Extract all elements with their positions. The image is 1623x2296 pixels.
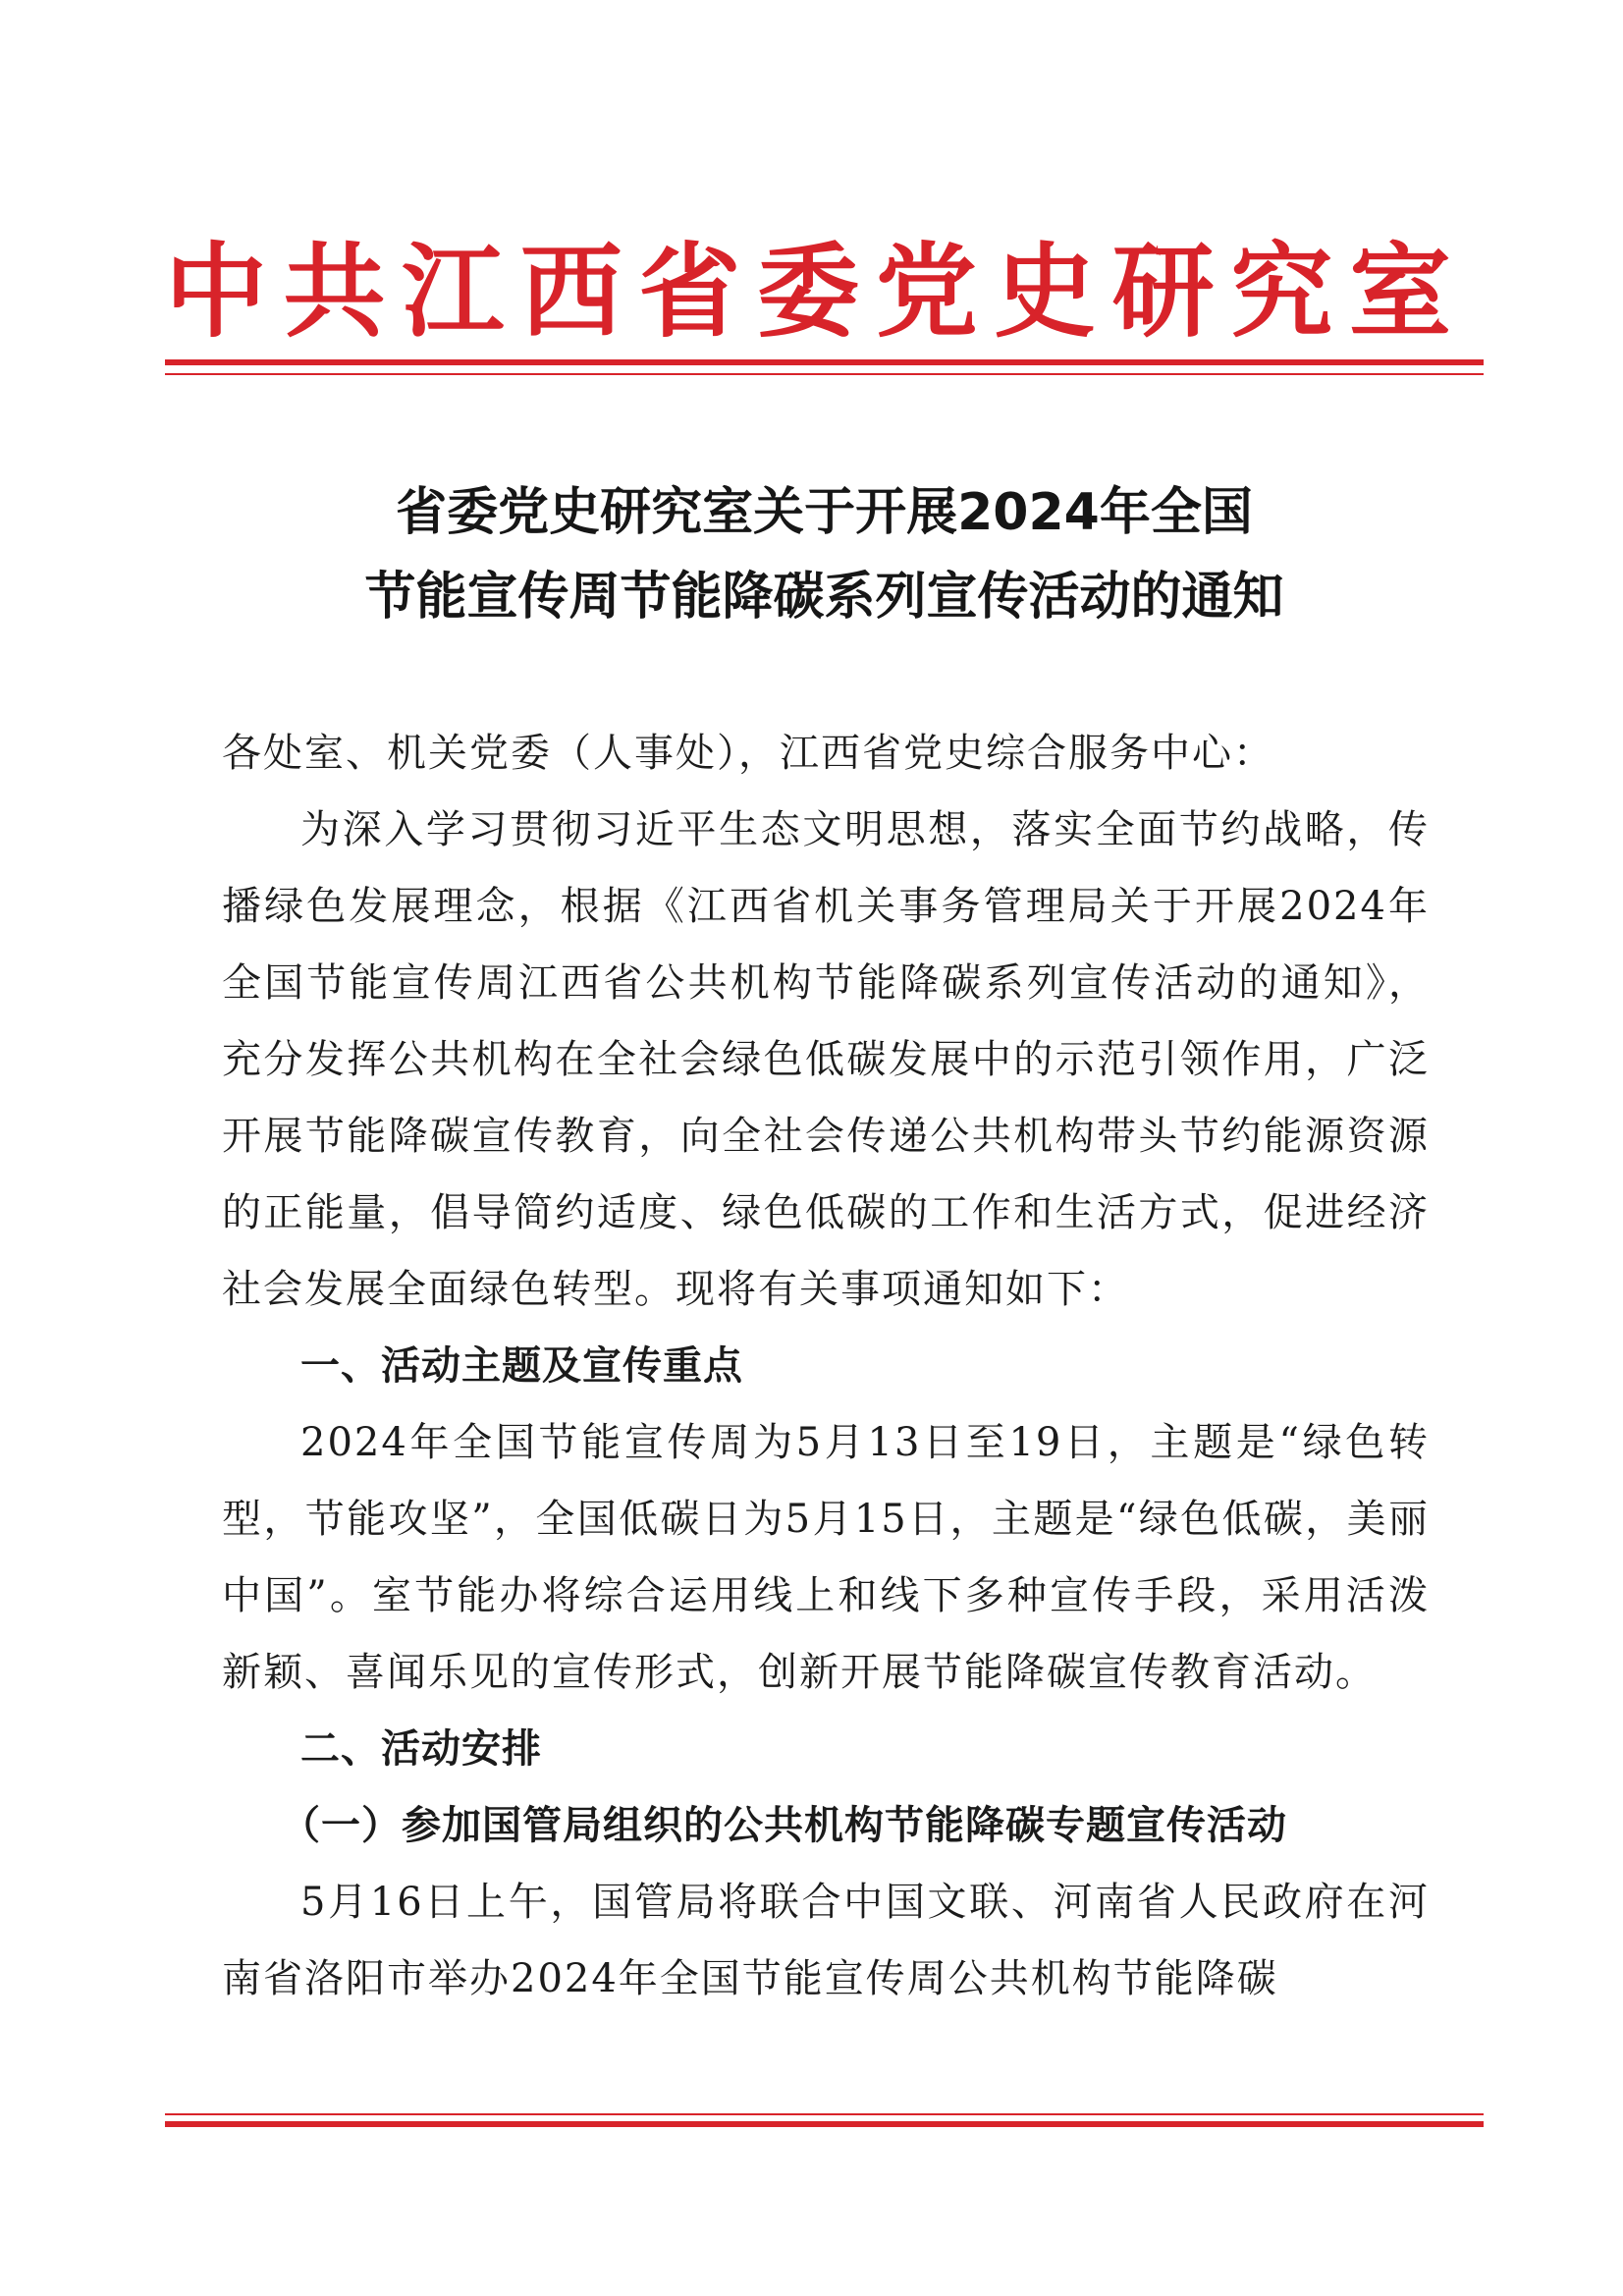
masthead-char: 省 [638,232,741,352]
masthead-char: 党 [875,232,978,352]
section-1-heading: 一、活动主题及宣传重点 [300,1343,743,1389]
header-rule-thin [165,373,1484,375]
masthead-char: 室 [1348,232,1451,352]
masthead-char: 西 [519,232,622,352]
masthead-char: 中 [165,232,268,352]
header-rule-thick [165,359,1484,365]
section-1-paragraph: 2024年全国节能宣传周为5月13日至19日，主题是“绿色转型，节能攻坚”，全国低碳日为5月15日，主题是“绿色低碳，美丽中国”。室节能办将综合运用线上和线下多种宣传手段，采用活泼新颖、喜闻乐见的宣传形式，创新开展节能降碳宣传教育活动。 [222,1420,1430,1695]
subsection-1-paragraph: 5月16日上午，国管局将联合中国文联、河南省人民政府在河南省洛阳市举办2024年全国节能宣传周公共机构节能降碳 [222,1880,1430,2001]
intro-paragraph: 为深入学习贯彻习近平生态文明思想，落实全面节约战略，传播绿色发展理念，根据《江西省机关事务管理局关于开展2024年全国节能宣传周江西省公共机构节能降碳系列宣传活动的通知》，充分发挥公共机构在全社会绿色低碳发展中的示范引领作用，广泛开展节能降碳宣传教育，向全社会传递公共机构带头节约能源资源的正能量，倡导简约适度、绿色低碳的工作和生活方式，促进经济社会发展全面绿色转型。现将有关事项通知如下： [222,807,1430,1312]
masthead-char: 研 [1111,232,1215,352]
footer-rule-thick [165,2121,1484,2127]
salutation: 各处室、机关党委（人事处），江西省党史综合服务中心： [222,731,1274,776]
masthead-char: 究 [1230,232,1333,352]
document-body [222,715,1430,2017]
subsection-1-heading: （一）参加国管局组织的公共机构节能降碳专题宣传活动 [281,1803,1287,1848]
masthead-char: 共 [283,232,386,352]
document-title-line-1: 省委党史研究室关于开展2024年全国 [396,483,1253,542]
document-title-line-2: 节能宣传周节能降碳系列宣传活动的通知 [364,568,1284,627]
footer-rule-thin [165,2113,1484,2115]
masthead [165,228,1451,355]
masthead-char: 委 [756,232,859,352]
section-2-heading: 二、活动安排 [300,1726,542,1772]
masthead-char: 史 [994,232,1097,352]
masthead-char: 江 [402,232,505,352]
